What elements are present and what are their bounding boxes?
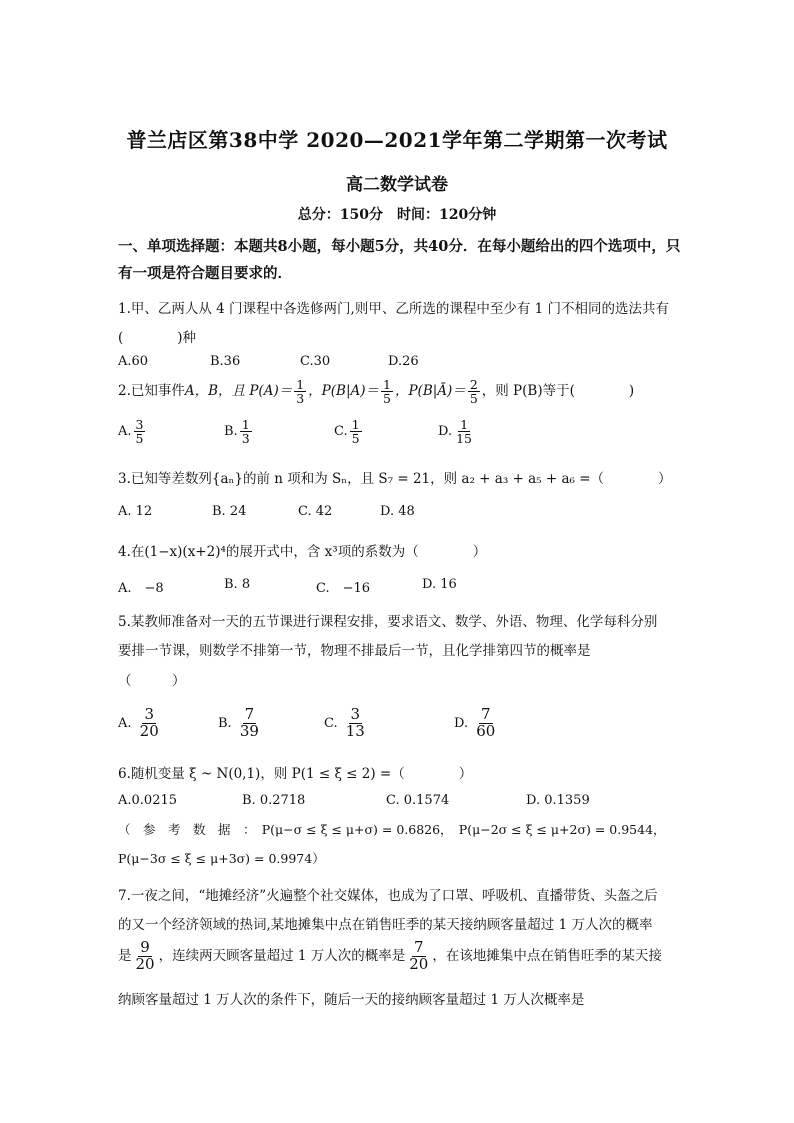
option-label: A. [118,424,132,440]
option-label: D. [438,424,453,440]
option-label: D. [454,715,469,731]
q2-text-a: A，B，且 P(A)＝ [184,383,293,400]
q6-option-c: C. 0.1574 [386,793,450,808]
q2-line [118,378,678,405]
q6-reference-line2: P(μ−3σ ≤ ξ ≤ μ+3σ) = 0.9974） [118,851,325,866]
fraction-denominator: 3 [241,431,250,447]
fraction-numerator: 3 [144,705,154,723]
q6-option-d: D. 0.1359 [526,793,590,808]
fraction-numerator: 7 [244,705,255,723]
option-fraction [138,707,161,740]
option-fraction [350,418,362,445]
q2-text-d: ，则 P(B)等于( ) [481,383,635,400]
q2-text-c: ，P(B|Ā)＝ [394,383,466,400]
q7-line4: 纳顾客量超过 1 万人次的条件下，随后一天的接纳顾客量超过 1 万人次概率是 [118,992,585,1008]
section-heading-line1: 一、单项选择题：本题共8小题，每小题5分，共40分．在每小题给出的四个选项中，只 [118,238,681,255]
fraction-denominator: 20 [135,954,155,973]
q1-option-a: A.60 [118,354,149,369]
q6-line: 6.随机变量 ξ ~ N(0,1)，则 P(1 ≤ ξ ≤ 2) =（ ） [118,766,473,782]
q5-option-c [324,707,369,740]
q2-option-c [334,418,364,445]
q1-option-b: B.36 [210,354,241,369]
option-fraction [474,707,497,740]
q5-line3: （ ） [118,673,186,689]
q1-line1: 1.甲、乙两人从 4 门课程中各选修两门,则甲、乙所选的课程中至少有 1 门不相同的选法共有 [118,301,670,317]
q5-line1: 5.某教师准备对一天的五节课进行课程安排，要求语文、数学、外语、物理、化学每科分别 [118,614,658,630]
fraction-numerator: 7 [414,938,424,956]
fraction-denominator: 5 [469,391,478,407]
exam-meta: 总分：150分 时间：120分钟 [297,207,497,223]
q2-option-a [118,418,147,445]
option-fraction [240,418,252,445]
option-label: C. [334,424,348,440]
fraction-denominator: 13 [345,721,365,740]
option-label: B. [224,424,238,440]
fraction-numerator: 1 [383,377,391,392]
fraction-denominator: 5 [351,431,360,447]
q4-option-b: B. 8 [224,577,251,592]
fraction-denominator: 15 [456,431,472,447]
q3-option-d: D. 48 [380,504,415,519]
option-label: A. [118,715,132,731]
q7-line3-b: ，连续两天顾客量超过 1 万人次的概率是 [158,947,406,964]
exam-subtitle: 高二数学试卷 [346,175,448,195]
option-fraction [134,418,146,445]
q5-option-a [118,707,163,740]
q7-fraction-2 [407,940,430,973]
option-fraction [238,707,261,740]
q2-text-b: ，P(B|A)＝ [308,383,380,400]
q6-option-b: B. 0.2718 [242,793,306,808]
fraction-numerator: 7 [481,705,491,723]
q1-option-c: C.30 [300,354,331,369]
q3-option-b: B. 24 [212,504,247,519]
option-label: B. [218,715,232,731]
q7-line2: 的又一个经济领域的热词,某地摊集中点在销售旺季的某天接纳顾客量超过 1 万人次的概率 [118,917,653,933]
q2-fraction-2 [381,378,393,405]
fraction-denominator: 5 [383,391,391,407]
option-label: C. [324,715,338,731]
q3-line: 3.已知等差数列{aₙ}的前 n 项和为 Sₙ，且 S₇ = 21，则 a₂ + a₃ + a₅ + a₆ =（ ） [118,471,672,487]
q4-option-d: D. 16 [422,577,457,592]
q4-option-c: C. −16 [316,581,371,596]
q7-line1: 7.一夜之间，“地摊经济”火遍整个社交媒体，也成为了口罩、呼吸机、直播带货、头盔之后 [118,888,658,904]
q2-prefix: 2.已知事件 [118,383,185,400]
q7-line3-a: 是 [118,947,132,964]
q5-line2: 要排一节课，则数学不排第一节，物理不排最后一节，且化学排第四节的概率是 [118,643,591,659]
q7-fraction-1 [134,940,157,973]
q2-fraction-1 [294,378,306,405]
fraction-numerator: 1 [296,377,305,392]
q5-option-d [454,707,499,740]
fraction-numerator: 1 [351,417,360,432]
fraction-denominator: 20 [139,721,159,740]
q4-option-a: A. −8 [118,581,164,596]
q7-line3-c: ，在该地摊集中点在销售旺季的某天接 [432,947,662,964]
fraction-numerator: 3 [135,417,144,432]
q4-line: 4.在(1−x)(x+2)⁴的展开式中，含 x³项的系数为（ ） [118,544,487,560]
option-fraction [344,707,367,740]
section-heading-line2: 有一项是符合题目要求的． [118,265,292,282]
fraction-denominator: 39 [239,721,259,740]
option-fraction [454,418,474,445]
q3-option-a: A. 12 [118,504,153,519]
fraction-denominator: 5 [135,431,144,447]
q6-option-a: A.0.0215 [118,793,178,808]
fraction-numerator: 1 [460,417,469,432]
fraction-denominator: 3 [296,391,305,407]
fraction-denominator: 60 [476,721,496,740]
q2-option-d [438,418,476,445]
q5-option-b [218,707,263,740]
q1-option-d: D.26 [388,354,419,369]
q1-line2: ( )种 [118,330,197,346]
q6-reference-line1: （ 参 考 数 据 ： P(μ−σ ≤ ξ ≤ μ+σ) = 0.6826， P(μ−2σ ≤ ξ ≤ μ+2σ) = 0.9544， [118,822,666,837]
fraction-numerator: 3 [350,705,361,723]
q7-line3 [118,940,678,973]
q2-fraction-3 [468,378,480,405]
fraction-numerator: 9 [140,938,150,956]
q2-option-b [224,418,254,445]
fraction-denominator: 20 [409,954,429,973]
exam-title: 普兰店区第38中学 2020—2021学年第二学期第一次考试 [126,128,668,152]
fraction-numerator: 1 [241,417,250,432]
q3-option-c: C. 42 [298,504,333,519]
fraction-numerator: 2 [469,377,478,392]
